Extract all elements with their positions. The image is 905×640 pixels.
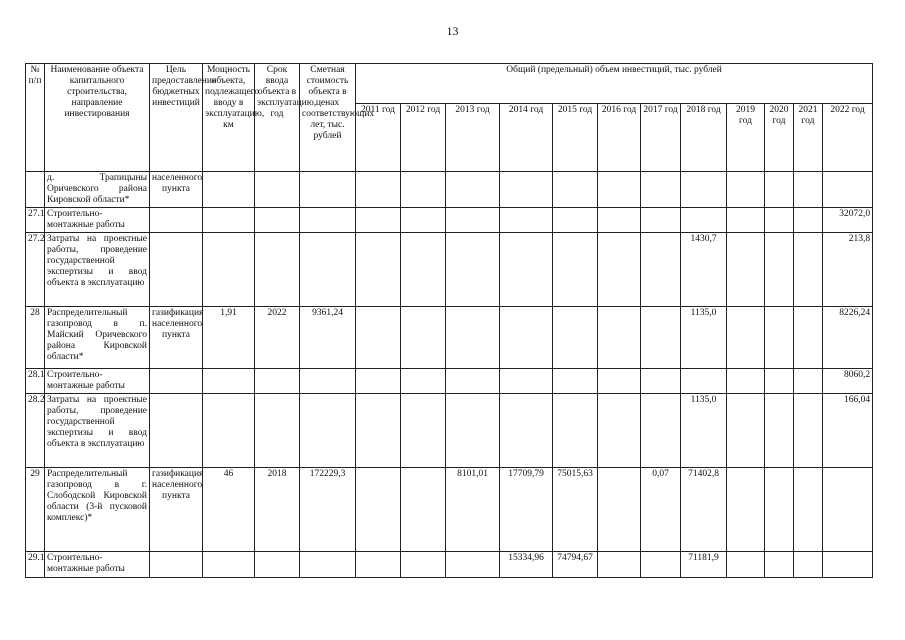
row-year-value-cell <box>823 172 873 208</box>
row-term-cell <box>255 172 300 208</box>
row-number-cell: 27.1 <box>26 208 45 233</box>
row-number-cell: 28 <box>26 307 45 369</box>
row-name-cell: Строительно-монтажные работы <box>45 369 150 394</box>
header-year: 2011 год <box>356 104 401 172</box>
row-year-value-cell <box>765 552 794 578</box>
header-total-investment: Общий (предельный) объем инвестиций, тыс. рублей <box>356 64 873 104</box>
row-year-value-cell: 75015,63 <box>553 468 598 552</box>
row-year-value-cell <box>641 369 681 394</box>
row-year-value-cell <box>356 369 401 394</box>
row-year-value-cell <box>794 172 823 208</box>
row-year-value-cell <box>598 552 641 578</box>
header-year: 2012 год <box>401 104 446 172</box>
row-year-value-cell <box>401 369 446 394</box>
row-year-value-cell: 8226,24 <box>823 307 873 369</box>
row-year-value-cell <box>553 233 598 307</box>
row-year-value-cell <box>500 369 553 394</box>
row-year-value-cell <box>794 552 823 578</box>
row-year-value-cell <box>356 208 401 233</box>
row-number-cell: 28.1 <box>26 369 45 394</box>
row-year-value-cell <box>765 172 794 208</box>
row-purpose-cell <box>150 394 203 468</box>
table-row <box>26 552 873 578</box>
row-term-cell <box>255 394 300 468</box>
row-year-value-cell <box>598 369 641 394</box>
row-year-value-cell <box>446 208 500 233</box>
header-year: 2014 год <box>500 104 553 172</box>
row-year-value-cell <box>794 307 823 369</box>
row-year-value-cell <box>553 307 598 369</box>
row-year-value-cell <box>401 468 446 552</box>
row-year-value-cell <box>765 208 794 233</box>
row-year-value-cell: 8101,01 <box>446 468 500 552</box>
table-row <box>26 307 873 369</box>
row-year-value-cell <box>446 233 500 307</box>
row-year-value-cell: 166,04 <box>823 394 873 468</box>
row-year-value-cell <box>598 394 641 468</box>
row-term-cell: 2018 <box>255 468 300 552</box>
header-year: 2018 год <box>681 104 727 172</box>
row-year-value-cell <box>823 468 873 552</box>
row-number-cell: 28.2 <box>26 394 45 468</box>
row-year-value-cell <box>356 172 401 208</box>
row-year-value-cell <box>401 172 446 208</box>
row-year-value-cell <box>356 394 401 468</box>
row-cost-cell: 172229,3 <box>300 468 356 552</box>
row-year-value-cell <box>641 394 681 468</box>
header-year: 2017 год <box>641 104 681 172</box>
row-year-value-cell <box>681 208 727 233</box>
header-year: 2021 год <box>794 104 823 172</box>
row-cost-cell: 9361,24 <box>300 307 356 369</box>
table-row <box>26 233 873 307</box>
row-year-value-cell <box>794 233 823 307</box>
row-year-value-cell <box>401 307 446 369</box>
row-number-cell: 27.2 <box>26 233 45 307</box>
row-year-value-cell <box>727 394 765 468</box>
row-year-value-cell <box>794 468 823 552</box>
row-year-value-cell <box>598 307 641 369</box>
row-name-cell: Затраты на проектные работы, проведение государственной экспертизы и ввод объекта в эксплуатацию <box>45 233 150 307</box>
row-purpose-cell: населенного пункта <box>150 172 203 208</box>
row-cost-cell <box>300 552 356 578</box>
row-cost-cell <box>300 369 356 394</box>
row-year-value-cell <box>598 208 641 233</box>
row-year-value-cell <box>446 369 500 394</box>
row-year-value-cell <box>500 394 553 468</box>
row-number-cell: 29 <box>26 468 45 552</box>
table-body <box>26 172 873 578</box>
header-name: Наименование объекта капитального строительства, направление инвестирования <box>45 64 150 172</box>
row-name-cell: Строительно-монтажные работы <box>45 208 150 233</box>
row-year-value-cell <box>681 369 727 394</box>
header-year: 2019 год <box>727 104 765 172</box>
row-year-value-cell <box>765 369 794 394</box>
row-cost-cell <box>300 172 356 208</box>
row-purpose-cell <box>150 369 203 394</box>
row-cost-cell <box>300 394 356 468</box>
row-name-cell: д. Трапицыны Оричевского района Кировской области* <box>45 172 150 208</box>
row-cost-cell <box>300 208 356 233</box>
row-number-cell: 29.1 <box>26 552 45 578</box>
row-year-value-cell <box>401 233 446 307</box>
row-capacity-cell <box>203 369 255 394</box>
row-capacity-cell: 1,91 <box>203 307 255 369</box>
row-year-value-cell: 74794,67 <box>553 552 598 578</box>
header-capacity: Мощность объекта, подлежащего вводу в эксплуатацию, км <box>203 64 255 172</box>
row-year-value-cell <box>641 208 681 233</box>
row-year-value-cell <box>727 369 765 394</box>
row-year-value-cell <box>401 552 446 578</box>
row-year-value-cell <box>765 233 794 307</box>
row-year-value-cell <box>553 208 598 233</box>
row-year-value-cell <box>727 208 765 233</box>
row-year-value-cell <box>641 172 681 208</box>
row-year-value-cell <box>356 307 401 369</box>
row-year-value-cell <box>553 394 598 468</box>
row-year-value-cell <box>500 208 553 233</box>
row-year-value-cell <box>641 307 681 369</box>
row-name-cell: Затраты на проектные работы, проведение государственной экспертизы и ввод объекта в эксплуатацию <box>45 394 150 468</box>
row-year-value-cell <box>765 394 794 468</box>
row-year-value-cell: 71402,8 <box>681 468 727 552</box>
row-year-value-cell <box>500 172 553 208</box>
row-year-value-cell <box>727 552 765 578</box>
row-year-value-cell <box>794 369 823 394</box>
row-term-cell <box>255 369 300 394</box>
row-purpose-cell: газификация населенного пункта <box>150 468 203 552</box>
row-year-value-cell: 8060,2 <box>823 369 873 394</box>
page-number: 13 <box>446 24 459 38</box>
row-year-value-cell: 17709,79 <box>500 468 553 552</box>
row-year-value-cell <box>401 208 446 233</box>
row-term-cell <box>255 208 300 233</box>
row-capacity-cell <box>203 208 255 233</box>
row-year-value-cell <box>727 307 765 369</box>
row-cost-cell <box>300 233 356 307</box>
header-no: № п/п <box>26 64 45 172</box>
row-year-value-cell: 15334,96 <box>500 552 553 578</box>
header-year: 2020 год <box>765 104 794 172</box>
header-year: 2016 год <box>598 104 641 172</box>
row-capacity-cell <box>203 394 255 468</box>
header-year: 2013 год <box>446 104 500 172</box>
row-year-value-cell <box>500 307 553 369</box>
row-year-value-cell <box>553 369 598 394</box>
row-year-value-cell: 0,07 <box>641 468 681 552</box>
table-row <box>26 369 873 394</box>
table-row <box>26 172 873 208</box>
row-year-value-cell <box>356 468 401 552</box>
row-year-value-cell <box>356 552 401 578</box>
row-year-value-cell <box>765 307 794 369</box>
row-year-value-cell <box>401 394 446 468</box>
row-name-cell: Распределительный газопровод в г. Слободской Кировской области (3-й пусковой комплекс)* <box>45 468 150 552</box>
row-year-value-cell: 1430,7 <box>681 233 727 307</box>
table-row <box>26 394 873 468</box>
row-year-value-cell: 1135,0 <box>681 394 727 468</box>
row-capacity-cell <box>203 233 255 307</box>
row-year-value-cell <box>446 307 500 369</box>
row-year-value-cell <box>553 172 598 208</box>
header-cost: Сметная стоимость объекта в ценах соответствующих лет, тыс. рублей <box>300 64 356 172</box>
header-term: Срок ввода объекта в эксплуатацию, год <box>255 64 300 172</box>
row-year-value-cell <box>727 172 765 208</box>
row-capacity-cell <box>203 552 255 578</box>
header-year: 2022 год <box>823 104 873 172</box>
row-purpose-cell: газификация населенного пункта <box>150 307 203 369</box>
row-year-value-cell <box>446 172 500 208</box>
row-year-value-cell <box>765 468 794 552</box>
row-year-value-cell <box>598 172 641 208</box>
row-name-cell: Распределительный газопровод в п. Майский Оричевского района Кировской области* <box>45 307 150 369</box>
row-year-value-cell <box>794 208 823 233</box>
row-year-value-cell <box>598 233 641 307</box>
row-year-value-cell <box>727 233 765 307</box>
row-year-value-cell: 71181,9 <box>681 552 727 578</box>
row-number-cell <box>26 172 45 208</box>
row-year-value-cell <box>727 468 765 552</box>
header-purpose: Цель предоставления бюджетных инвестиций <box>150 64 203 172</box>
row-capacity-cell <box>203 172 255 208</box>
table-row <box>26 468 873 552</box>
row-year-value-cell <box>794 394 823 468</box>
row-capacity-cell: 46 <box>203 468 255 552</box>
header-year: 2015 год <box>553 104 598 172</box>
row-year-value-cell <box>446 394 500 468</box>
row-purpose-cell <box>150 233 203 307</box>
row-purpose-cell <box>150 552 203 578</box>
row-year-value-cell <box>500 233 553 307</box>
row-name-cell: Строительно-монтажные работы <box>45 552 150 578</box>
row-year-value-cell <box>641 233 681 307</box>
row-year-value-cell: 32072,0 <box>823 208 873 233</box>
row-year-value-cell <box>681 172 727 208</box>
row-purpose-cell <box>150 208 203 233</box>
table-row <box>26 208 873 233</box>
row-year-value-cell <box>641 552 681 578</box>
row-year-value-cell <box>823 552 873 578</box>
row-year-value-cell <box>356 233 401 307</box>
row-year-value-cell <box>598 468 641 552</box>
row-year-value-cell <box>446 552 500 578</box>
row-term-cell: 2022 <box>255 307 300 369</box>
row-term-cell <box>255 233 300 307</box>
row-year-value-cell: 1135,0 <box>681 307 727 369</box>
row-year-value-cell: 213,8 <box>823 233 873 307</box>
investment-table <box>25 63 873 578</box>
row-term-cell <box>255 552 300 578</box>
